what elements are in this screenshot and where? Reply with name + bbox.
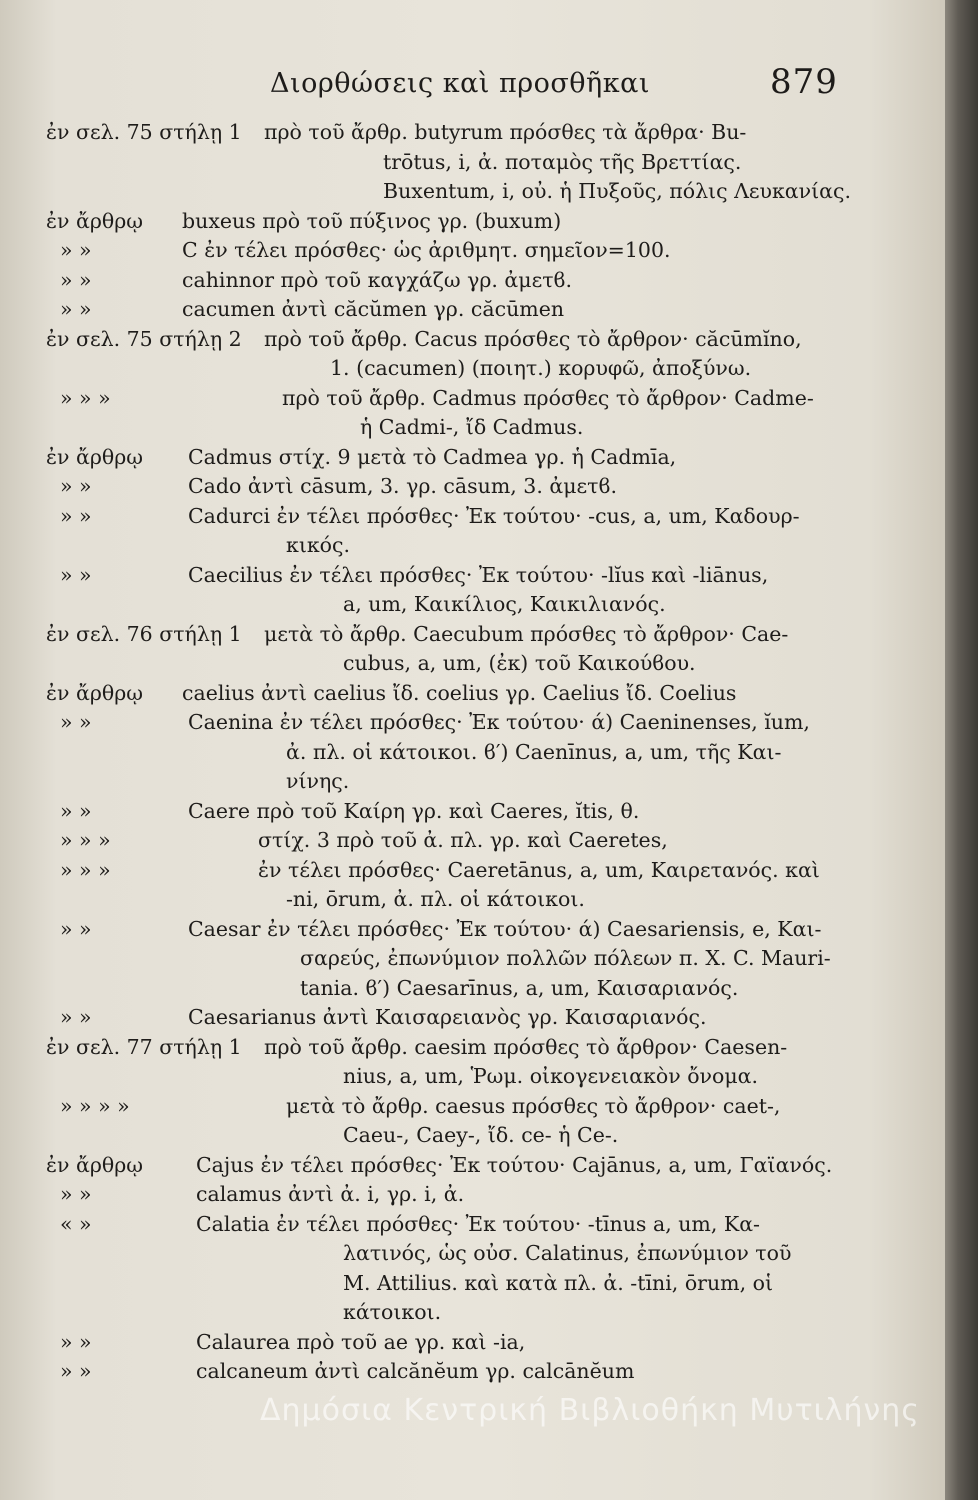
entry-location: » » (60, 710, 92, 734)
entry-text: Cadmus στίχ. 9 μετὰ τὸ Cadmea γρ. ἡ Cadmīa, (188, 444, 677, 469)
page-header (0, 62, 945, 108)
entry-location: » » » (60, 828, 111, 852)
errata-entry (0, 708, 945, 797)
entry-text: μετὰ τὸ ἄρθρ. caesus πρόσθες τὸ ἄρθρον· caet-, (286, 1093, 781, 1118)
errata-entry (0, 620, 945, 679)
errata-entry (0, 1328, 945, 1358)
entry-location: » » » (60, 857, 111, 882)
errata-entry (0, 384, 945, 443)
errata-entry (0, 1210, 945, 1328)
entry-text: μετὰ τὸ ἄρθρ. Caecubum πρόσθες τὸ ἄρθρον· Cae- (264, 621, 789, 646)
entry-continuation: λατινός, ὡς οὐσ. Calatinus, ἐπωνύμιον τοῦ (343, 1241, 792, 1265)
entry-text: Calatia ἐν τέλει πρόσθες· Ἐκ τούτου· -tīnus a, um, Κα- (196, 1211, 760, 1236)
entry-location: ἐν σελ. 75 στήλῃ 2 (46, 326, 242, 351)
errata-entry (0, 826, 945, 856)
entry-location: » » (60, 916, 92, 941)
entry-location: » » » » (60, 1093, 130, 1118)
entry-continuation: ἀ. πλ. οἱ κάτοικοι. ϐ′) Caenīnus, a, um, τῆς Και- (286, 739, 782, 764)
entry-location: ἐν σελ. 75 στήλῃ 1 (46, 120, 242, 144)
entry-location: » » (60, 798, 92, 823)
entry-continuation: κικός. (286, 533, 351, 557)
entry-location: « » (60, 1211, 92, 1236)
errata-entry (0, 295, 945, 325)
entry-text: ἐν τέλει πρόσθες· Caeretānus, a, um, Καιρετανός. καὶ (258, 857, 820, 882)
entry-text: buxeus πρὸ τοῦ πύξινος γρ. (buxum) (182, 208, 562, 233)
entry-location: ἐν σελ. 77 στήλῃ 1 (46, 1034, 242, 1059)
entry-continuation: σαρεύς, ἐπωνύμιον πολλῶν πόλεων π. X. C. Mauri- (300, 946, 831, 970)
page-edge (945, 0, 978, 1500)
entry-continuation: 1. (cacumen) (ποιητ.) κορυφῶ, ἀποξύνω. (330, 356, 752, 380)
entry-location: ἐν ἄρθρῳ (46, 208, 143, 233)
entry-location: ἐν σελ. 76 στήλῃ 1 (46, 621, 242, 646)
entry-location: » » (60, 267, 92, 292)
errata-entry (0, 236, 945, 266)
entry-text: πρὸ τοῦ ἄρθρ. Cadmus πρόσθες τὸ ἄρθρον· Cadme- (282, 385, 814, 410)
errata-entry (0, 915, 945, 1004)
entry-continuation: nius, a, um, Ῥωμ. οἰκογενειακὸν ὄνομα. (343, 1064, 759, 1088)
errata-entry (0, 266, 945, 296)
entry-text: Cado ἀντὶ cāsum, 3. γρ. cāsum, 3. ἀμετϐ. (188, 474, 617, 498)
entry-text: πρὸ τοῦ ἄρθρ. butyrum πρόσθες τὰ ἄρθρα· Bu- (264, 120, 747, 144)
errata-entry (0, 797, 945, 827)
errata-entry (0, 679, 945, 709)
errata-entry (0, 443, 945, 473)
entry-continuation: trōtus, i, ἀ. ποταμὸς τῆς Βρεττίας. (383, 149, 742, 174)
errata-entry (0, 472, 945, 502)
errata-entry (0, 1033, 945, 1092)
entry-text: Caere πρὸ τοῦ Καίρη γρ. καὶ Caeres, ĭtis, θ. (188, 798, 640, 823)
entry-text: Cadurci ἐν τέλει πρόσθες· Ἐκ τούτου· -cus, a, um, Καδουρ- (188, 503, 800, 528)
entry-location: » » (60, 562, 92, 587)
errata-entry (0, 1003, 945, 1033)
entry-location: » » » (60, 385, 111, 410)
entry-continuation: Buxentum, i, οὐ. ἡ Πυξοῦς, πόλις Λευκανίας. (383, 179, 851, 203)
entry-text: cacumen ἀντὶ căcŭmen γρ. căcūmen (182, 297, 565, 321)
entry-text: πρὸ τοῦ ἄρθρ. Cacus πρόσθες τὸ ἄρθρον· căcūmĭno, (264, 326, 802, 351)
entry-continuation: a, um, Καικίλιος, Καικιλιανός. (343, 592, 666, 616)
entry-text: calcaneum ἀντὶ calcănĕum γρ. calcānĕum (196, 1359, 635, 1383)
entry-location: » » (60, 297, 92, 321)
entry-location: ἐν ἄρθρῳ (46, 444, 143, 469)
entry-text: Caesarianus ἀντὶ Καισαρειανὸς γρ. Καισαριανός. (188, 1005, 707, 1029)
errata-entry (0, 1092, 945, 1151)
entry-continuation: ἡ Cadmi-, ἴδ Cadmus. (360, 415, 584, 439)
entry-continuation: cubus, a, um, (ἐκ) τοῦ Καικούϐου. (343, 651, 696, 675)
entry-text: Calaurea πρὸ τοῦ ae γρ. καὶ -ia, (196, 1329, 526, 1354)
errata-entry (0, 1151, 945, 1181)
library-watermark: Δημόσια Κεντρική Βιβλιοθήκη Μυτιλήνης (260, 1393, 920, 1428)
entry-text: caelius ἀντὶ caelius ἴδ. coelius γρ. Caelius ἴδ. Coelius (182, 680, 737, 705)
page-number: 879 (770, 62, 838, 102)
entry-continuation: κάτοικοι. (343, 1300, 442, 1324)
entry-text: πρὸ τοῦ ἄρθρ. caesim πρόσθες τὸ ἄρθρον· Caesen- (264, 1034, 788, 1059)
entry-location: » » (60, 1005, 92, 1029)
entry-location: » » (60, 474, 92, 498)
entry-text: C ἐν τέλει πρόσθες· ὡς ἀριθμητ. σημεῖον=100. (182, 238, 671, 262)
entry-continuation: νίνης. (286, 769, 350, 793)
errata-entry (0, 856, 945, 915)
entry-continuation: tania. ϐ′) Caesarīnus, a, um, Καισαριανός. (300, 975, 739, 1000)
entry-location: ἐν ἄρθρῳ (46, 1152, 143, 1177)
errata-entry (0, 325, 945, 384)
entry-continuation: M. Attilius. καὶ κατὰ πλ. ἀ. -tīni, ōrum, οἱ (343, 1270, 774, 1295)
entry-location: » » (60, 238, 92, 262)
errata-entry (0, 561, 945, 620)
entry-continuation: -ni, ōrum, ἀ. πλ. οἱ κάτοικοι. (286, 887, 585, 911)
errata-entry (0, 207, 945, 237)
errata-entry (0, 502, 945, 561)
errata-list (0, 118, 945, 1387)
entry-location: » » (60, 503, 92, 528)
entry-location: » » (60, 1329, 92, 1354)
errata-entry (0, 1357, 945, 1387)
entry-text: Caenina ἐν τέλει πρόσθες· Ἐκ τούτου· ά) Caeninenses, ĭum, (188, 710, 810, 734)
running-title: Διορθώσεις καὶ προσθῆκαι (270, 68, 650, 99)
entry-text: Cajus ἐν τέλει πρόσθες· Ἐκ τούτου· Cajānus, a, um, Γαϊανός. (196, 1152, 833, 1177)
entry-text: calamus ἀντὶ ἀ. i, γρ. i, ἀ. (196, 1182, 465, 1206)
errata-entry (0, 1180, 945, 1210)
entry-location: ἐν ἄρθρῳ (46, 680, 143, 705)
entry-continuation: Caeu-, Caey-, ἴδ. ce- ἡ Ce-. (343, 1123, 619, 1147)
entry-text: Caecilius ἐν τέλει πρόσθες· Ἐκ τούτου· -lĭus καὶ -liānus, (188, 562, 769, 587)
entry-text: στίχ. 3 πρὸ τοῦ ἀ. πλ. γρ. καὶ Caeretes, (258, 828, 668, 852)
errata-entry (0, 118, 945, 207)
entry-text: Caesar ἐν τέλει πρόσθες· Ἐκ τούτου· ά) Caesariensis, e, Και- (188, 916, 822, 941)
entry-location: » » (60, 1359, 92, 1383)
entry-location: » » (60, 1182, 92, 1206)
entry-text: cahinnor πρὸ τοῦ καγχάζω γρ. ἀμετϐ. (182, 267, 573, 292)
